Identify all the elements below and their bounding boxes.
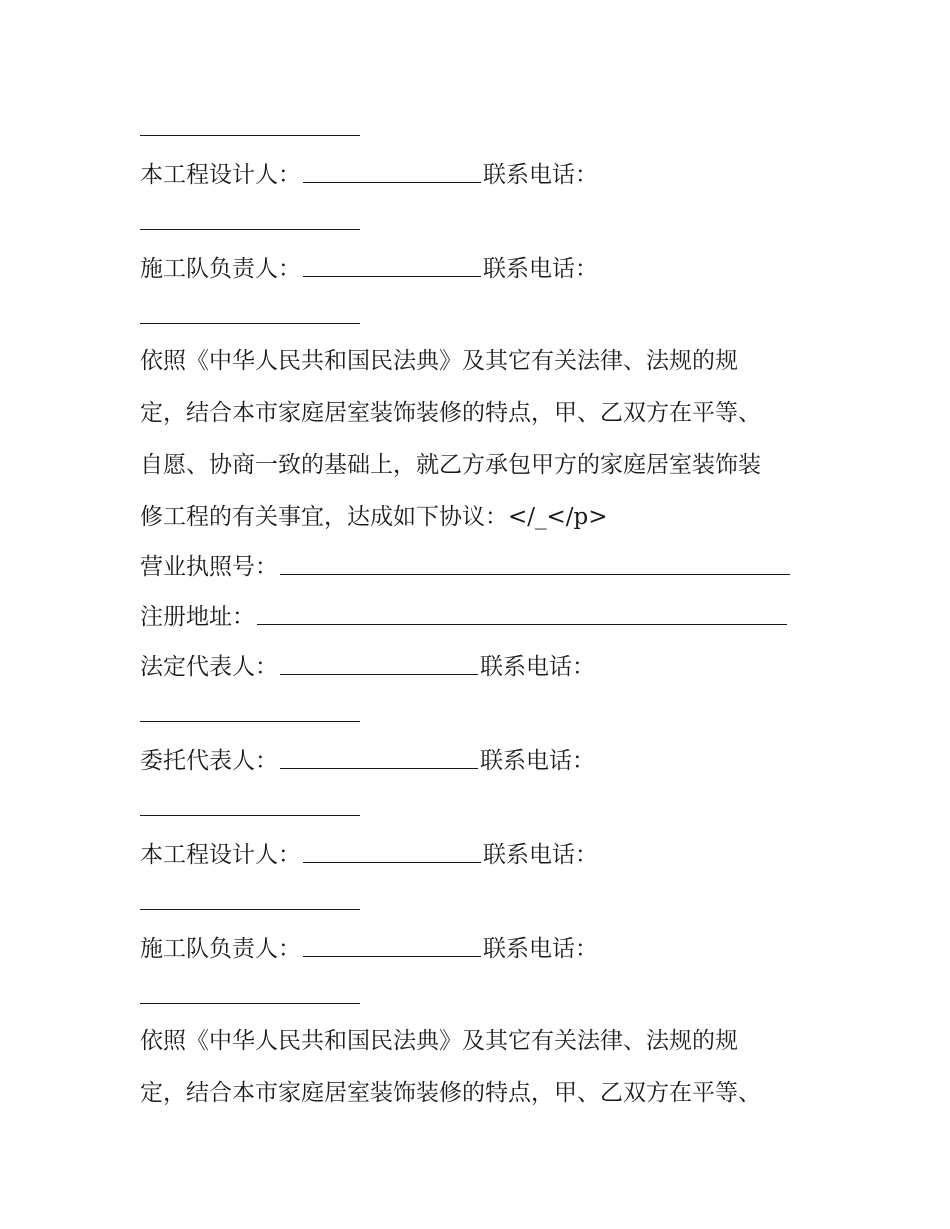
license-blank	[280, 574, 790, 575]
team-leader-blank	[303, 276, 481, 277]
agreement-paragraph-line: 自愿、协商一致的基础上，就乙方承包甲方的家庭居室装饰装	[140, 452, 761, 478]
team-leader-blank	[303, 956, 481, 957]
team-leader-phone-label: 联系电话：	[483, 256, 598, 282]
phone-blank-line	[140, 815, 360, 816]
agreement-paragraph-line: 依照《中华人民共和国民法典》及其它有关法律、法规的规	[140, 1028, 738, 1054]
legal-rep-phone-label: 联系电话：	[480, 654, 595, 680]
agreement-paragraph-line: 修工程的有关事宜，达成如下协议：</_</p>	[140, 504, 608, 530]
address-label: 注册地址：	[140, 604, 255, 630]
legal-rep-line	[140, 652, 595, 682]
team-leader-label: 施工队负责人：	[140, 256, 301, 282]
designer-blank	[303, 862, 481, 863]
phone-blank-line	[140, 323, 360, 324]
legal-rep-blank	[280, 674, 478, 675]
agreement-paragraph-line: 依照《中华人民共和国民法典》及其它有关法律、法规的规	[140, 348, 738, 374]
team-leader-line	[140, 934, 598, 964]
agreement-paragraph-line: 定，结合本市家庭居室装饰装修的特点，甲、乙双方在平等、	[140, 400, 761, 426]
agreement-paragraph-line: 定，结合本市家庭居室装饰装修的特点，甲、乙双方在平等、	[140, 1080, 761, 1106]
phone-blank-line	[140, 1003, 360, 1004]
address-line	[140, 602, 789, 632]
team-leader-line	[140, 254, 598, 284]
team-leader-phone-label: 联系电话：	[483, 936, 598, 962]
designer-label: 本工程设计人：	[140, 162, 301, 188]
phone-blank-line	[140, 229, 360, 230]
designer-label: 本工程设计人：	[140, 842, 301, 868]
designer-blank	[303, 182, 481, 183]
designer-line	[140, 160, 598, 190]
agent-rep-blank	[280, 768, 478, 769]
license-label: 营业执照号：	[140, 554, 278, 580]
team-leader-label: 施工队负责人：	[140, 936, 301, 962]
legal-rep-label: 法定代表人：	[140, 654, 278, 680]
agent-rep-label: 委托代表人：	[140, 748, 278, 774]
phone-blank-line	[140, 909, 360, 910]
agent-rep-phone-label: 联系电话：	[480, 748, 595, 774]
agent-rep-line	[140, 746, 595, 776]
phone-blank-line	[140, 135, 360, 136]
designer-phone-label: 联系电话：	[483, 842, 598, 868]
phone-blank-line	[140, 721, 360, 722]
address-blank	[257, 624, 787, 625]
license-line	[140, 552, 792, 582]
designer-phone-label: 联系电话：	[483, 162, 598, 188]
designer-line	[140, 840, 598, 870]
